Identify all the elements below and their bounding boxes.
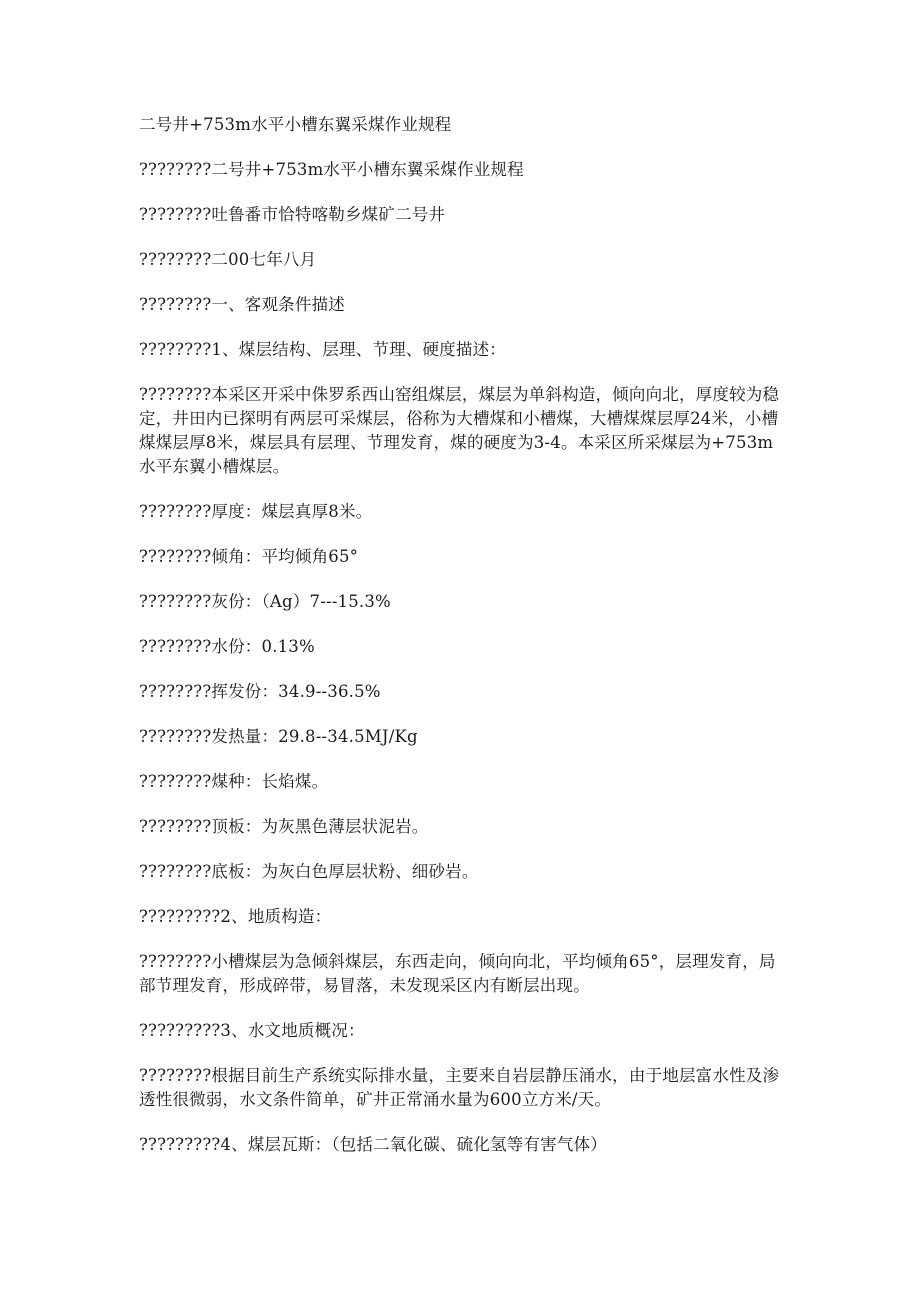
- document-title: 二号井+753m水平小槽东翼采煤作业规程: [139, 115, 452, 134]
- body-paragraph: ????????小槽煤层为急倾斜煤层，东西走向，倾向向北，平均倾角65°，层理发育，局部节理发育，形成碎带，易冒落，未发现采区内有断层出现。: [139, 952, 776, 995]
- list-item-roof: ????????顶板：为灰黑色薄层状泥岩。: [139, 817, 429, 836]
- list-item-coal-type: ????????煤种：长焰煤。: [139, 772, 329, 791]
- document-body: [139, 113, 789, 1157]
- body-paragraph: ????????根据目前生产系统实际排水量，主要来自岩层静压涌水，由于地层富水性及渗透性很微弱，水文条件简单，矿井正常涌水量为600立方米/天。: [139, 1066, 780, 1109]
- list-item-moisture: ????????水份：0.13%: [139, 637, 315, 656]
- section-heading: ????????一、客观条件描述: [139, 295, 345, 314]
- subsection-heading: ?????????2、地质构造：: [139, 907, 332, 926]
- subtitle-paragraph: ????????二号井+753m水平小槽东翼采煤作业规程: [139, 160, 524, 179]
- subsection-heading: ?????????4、煤层瓦斯：（包括二氧化碳、硫化氢等有害气体）: [139, 1135, 607, 1154]
- subsection-heading: ????????1、煤层结构、层理、节理、硬度描述：: [139, 340, 506, 359]
- list-item-calorific: ????????发热量：29.8--34.5MJ/Kg: [139, 727, 418, 746]
- body-paragraph: ????????本采区开采中侏罗系西山窑组煤层，煤层为单斜构造，倾向向北，厚度较为稳定，井田内已探明有两层可采煤层，俗称为大槽煤和小槽煤，大槽煤煤层厚24米，小槽煤煤层厚8米，煤层具有层理、节理发育，煤的硬度为3-4。本采区所采煤层为+753m水平东翼小槽煤层。: [139, 385, 780, 476]
- list-item-volatile: ????????挥发份：34.9--36.5%: [139, 682, 381, 701]
- list-item-floor: ????????底板：为灰白色厚层状粉、细砂岩。: [139, 862, 479, 881]
- organization-paragraph: ????????吐鲁番市恰特喀勒乡煤矿二号井: [139, 205, 446, 224]
- date-paragraph: ????????二00七年八月: [139, 250, 317, 269]
- subsection-heading: ?????????3、水文地质概况：: [139, 1021, 365, 1040]
- list-item-dip: ????????倾角：平均倾角65°: [139, 547, 359, 566]
- list-item-thickness: ????????厚度：煤层真厚8米。: [139, 502, 373, 521]
- list-item-ash: ????????灰份：（Ag）7---15.3%: [139, 592, 391, 611]
